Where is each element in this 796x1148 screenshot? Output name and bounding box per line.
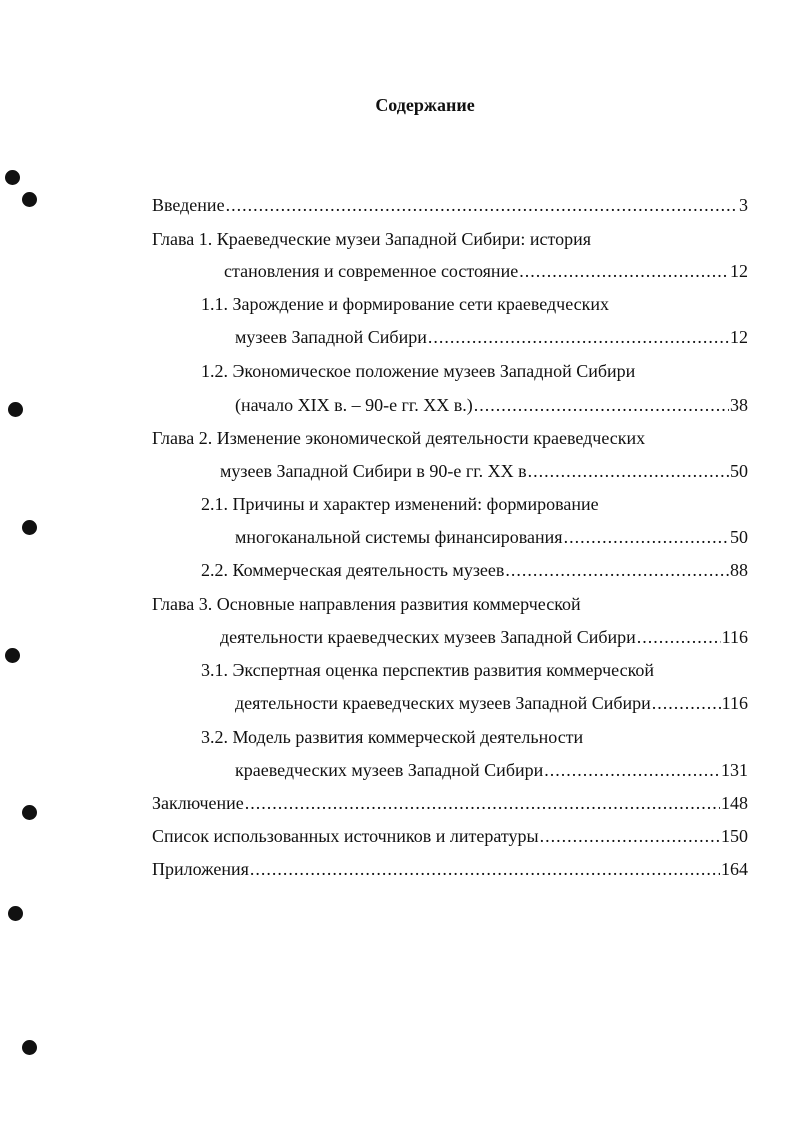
toc-page-number: 150 — [721, 826, 748, 846]
toc-entry-text: краеведческих музеев Западной Сибири — [235, 760, 544, 780]
punch-hole — [22, 805, 37, 820]
dot-leader — [505, 558, 729, 582]
toc-page-number: 148 — [721, 793, 748, 813]
dot-leader — [519, 259, 729, 283]
punch-hole — [8, 402, 23, 417]
toc-entry-appendices[interactable] — [152, 857, 748, 881]
punch-hole — [22, 520, 37, 535]
toc-entry-section-3-2[interactable] — [201, 725, 583, 749]
toc-entry-text: Приложения — [152, 859, 249, 879]
toc-entry-text: 1.1. Зарождение и формирование сети краеведческих — [201, 294, 610, 314]
toc-entry-text: музеев Западной Сибири в 90-е гг. XX в — [220, 461, 527, 481]
toc-entry-section-3-1[interactable] — [201, 658, 654, 682]
toc-entry-text: 2.2. Коммерческая деятельность музеев — [201, 560, 505, 580]
toc-entry-section-3-1-cont[interactable] — [235, 691, 748, 715]
toc-entry-text: Введение — [152, 195, 225, 215]
punch-hole — [5, 648, 20, 663]
dot-leader — [652, 691, 721, 715]
toc-entry-chapter-3[interactable] — [152, 592, 581, 616]
toc-entry-text: 2.1. Причины и характер изменений: формирование — [201, 494, 599, 514]
toc-entry-text: Глава 1. Краеведческие музеи Западной Сибири: история — [152, 229, 592, 249]
toc-entry-text: музеев Западной Сибири — [235, 327, 427, 347]
toc-page-number: 164 — [721, 859, 748, 879]
dot-leader — [250, 857, 720, 881]
toc-entry-section-2-1-cont[interactable] — [235, 525, 748, 549]
dot-leader — [428, 325, 729, 349]
punch-hole — [8, 906, 23, 921]
toc-entry-text: 3.1. Экспертная оценка перспектив развития коммерческой — [201, 660, 655, 680]
toc-entry-introduction[interactable] — [152, 193, 748, 217]
punch-hole — [22, 1040, 37, 1055]
toc-entry-section-2-1[interactable] — [201, 492, 599, 516]
dot-leader — [637, 625, 721, 649]
dot-leader — [528, 459, 729, 483]
toc-page-number: 3 — [739, 195, 748, 215]
toc-entry-section-1-1[interactable] — [201, 292, 609, 316]
toc-entry-section-1-2-cont[interactable] — [235, 393, 748, 417]
toc-entry-chapter-3-cont[interactable] — [220, 625, 748, 649]
toc-entry-section-1-2[interactable] — [201, 359, 635, 383]
toc-entry-chapter-2-cont[interactable] — [220, 459, 748, 483]
dot-leader — [226, 193, 738, 217]
toc-entry-text: Глава 3. Основные направления развития коммерческой — [152, 594, 581, 614]
toc-entry-text: становления и современное состояние — [224, 261, 519, 281]
toc-page-number: 38 — [730, 395, 748, 415]
toc-entry-text: 1.2. Экономическое положение музеев Западной Сибири — [201, 361, 636, 381]
toc-entry-text: деятельности краеведческих музеев Западной Сибири — [235, 693, 651, 713]
punch-hole — [5, 170, 20, 185]
toc-page-number: 50 — [730, 527, 748, 547]
toc-entry-text: многоканальной системы финансирования — [235, 527, 563, 547]
toc-page-number: 50 — [730, 461, 748, 481]
toc-entry-text: Список использованных источников и литературы — [152, 826, 539, 846]
toc-entry-section-2-2[interactable] — [201, 558, 748, 582]
toc-page-number: 116 — [721, 693, 748, 713]
toc-entry-bibliography[interactable] — [152, 824, 748, 848]
toc-entry-text: (начало XIX в. – 90-е гг. XX в.) — [235, 395, 473, 415]
toc-entry-text: деятельности краеведческих музеев Западной Сибири — [220, 627, 636, 647]
toc-page-number: 12 — [730, 261, 748, 281]
toc-entry-section-1-1-cont[interactable] — [235, 325, 748, 349]
toc-page-number: 88 — [730, 560, 748, 580]
toc-entry-section-3-2-cont[interactable] — [235, 758, 748, 782]
dot-leader — [474, 393, 729, 417]
toc-page-number: 116 — [721, 627, 748, 647]
dot-leader — [564, 525, 729, 549]
toc-entry-chapter-2[interactable] — [152, 426, 645, 450]
toc-entry-text: Заключение — [152, 793, 244, 813]
page-title: Содержание — [375, 95, 475, 115]
dot-leader — [245, 791, 720, 815]
toc-page-number: 12 — [730, 327, 748, 347]
toc-entry-text: Глава 2. Изменение экономической деятельности краеведческих — [152, 428, 646, 448]
toc-entry-chapter-1[interactable] — [152, 227, 591, 251]
punch-hole — [22, 192, 37, 207]
toc-entry-text: 3.2. Модель развития коммерческой деятельности — [201, 727, 584, 747]
toc-page-number: 131 — [721, 760, 748, 780]
dot-leader — [540, 824, 720, 848]
toc-entry-chapter-1-cont[interactable] — [224, 259, 748, 283]
dot-leader — [544, 758, 720, 782]
toc-entry-conclusion[interactable] — [152, 791, 748, 815]
